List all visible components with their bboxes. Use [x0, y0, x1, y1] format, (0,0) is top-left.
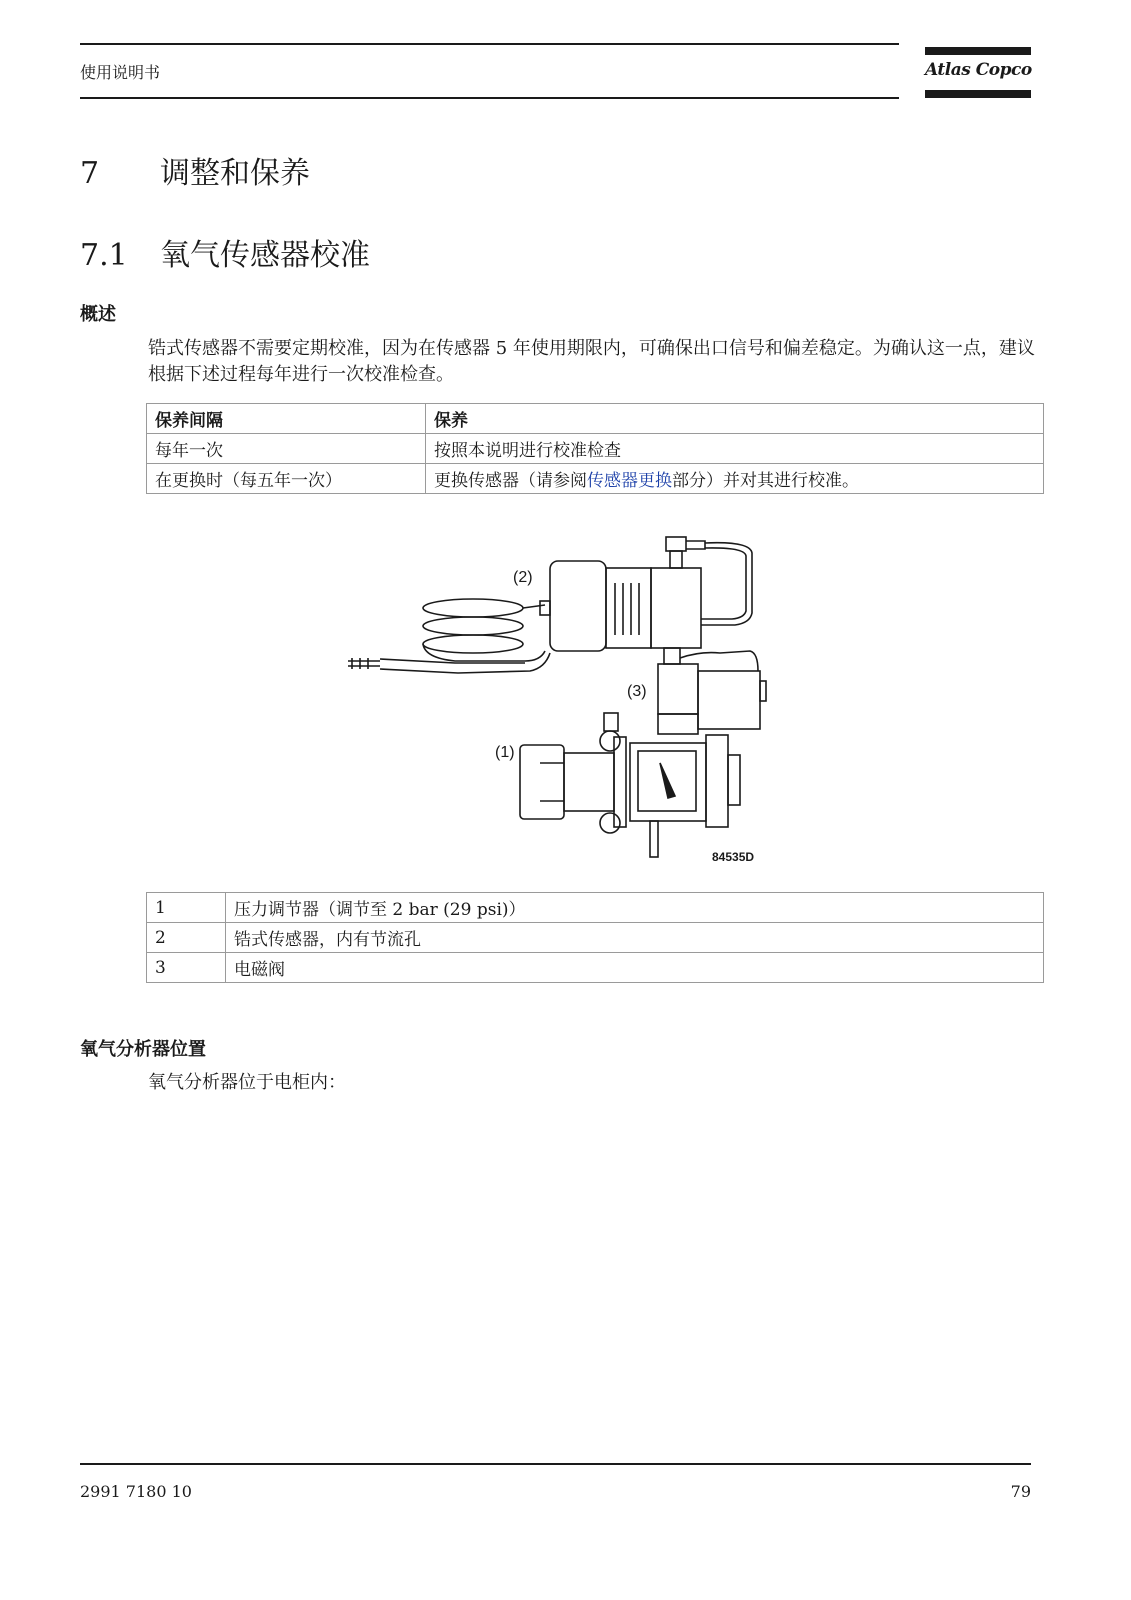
legend-text: 压力调节器（调节至 2 bar (29 psi)） [226, 893, 1044, 923]
maintenance-table [146, 403, 1044, 494]
cell-action [426, 464, 1044, 494]
callout-2: (2) [513, 569, 533, 586]
overview-paragraph: 锆式传感器不需要定期校准，因为在传感器 5 年使用期限内，可确保出口信号和偏差稳定。为确认这一点，建议根据下述过程每年进行一次校准检查。 [148, 338, 1035, 385]
logo-text: Atlas Copco [925, 60, 1032, 80]
solenoid-valve [658, 648, 766, 734]
cell-interval: 每年一次 [147, 434, 426, 464]
table-header-row [147, 404, 1044, 434]
footer-rule [80, 1463, 1031, 1465]
chapter-title: 调整和保养 [160, 156, 310, 191]
document-title: 使用说明书 [80, 63, 161, 82]
cell-action: 按照本说明进行校准检查 [426, 434, 1044, 464]
cell-interval: 在更换时（每五年一次） [147, 464, 426, 494]
legend-number: 3 [147, 953, 226, 983]
action-text-after: 部分）并对其进行校准。 [672, 471, 859, 491]
chapter-heading [80, 148, 310, 192]
sensor-replacement-link[interactable]: 传感器更换 [587, 471, 672, 491]
table-row [147, 893, 1044, 923]
section-title: 氧气传感器校准 [160, 238, 370, 273]
table-row [147, 464, 1044, 494]
logo-bar-bottom [925, 90, 1031, 98]
callout-1: (1) [495, 744, 515, 761]
action-text-before: 更换传感器（请参阅 [434, 471, 587, 491]
header-interval: 保养间隔 [147, 404, 426, 434]
header-maintenance: 保养 [426, 404, 1044, 434]
header-rule-top [80, 43, 899, 45]
overview-heading: 概述 [80, 304, 116, 325]
table-row [147, 923, 1044, 953]
atlas-copco-logo [925, 47, 1031, 99]
legend-number: 1 [147, 893, 226, 923]
header-rule-bottom [80, 97, 899, 99]
table-row [147, 953, 1044, 983]
pressure-regulator [520, 713, 740, 857]
callout-3: (3) [627, 683, 647, 700]
page-number: 79 [1010, 1482, 1031, 1501]
location-paragraph: 氧气分析器位于电柜内： [148, 1072, 346, 1093]
location-heading: 氧气分析器位置 [80, 1039, 206, 1060]
logo-bar-top [925, 47, 1031, 55]
document-number: 2991 7180 10 [80, 1482, 192, 1501]
legend-text: 电磁阀 [226, 953, 1044, 983]
section-heading [80, 230, 370, 274]
section-number: 7.1 [80, 238, 128, 273]
legend-number: 2 [147, 923, 226, 953]
chapter-number: 7 [80, 156, 100, 191]
figure-code: 84535D [712, 850, 755, 864]
table-row [147, 434, 1044, 464]
legend-text: 锆式传感器，内有节流孔 [226, 923, 1044, 953]
legend-table [146, 892, 1044, 983]
oxygen-sensor-assembly-figure [340, 523, 780, 868]
cable-coil [348, 599, 550, 673]
zirconia-sensor [540, 537, 752, 651]
